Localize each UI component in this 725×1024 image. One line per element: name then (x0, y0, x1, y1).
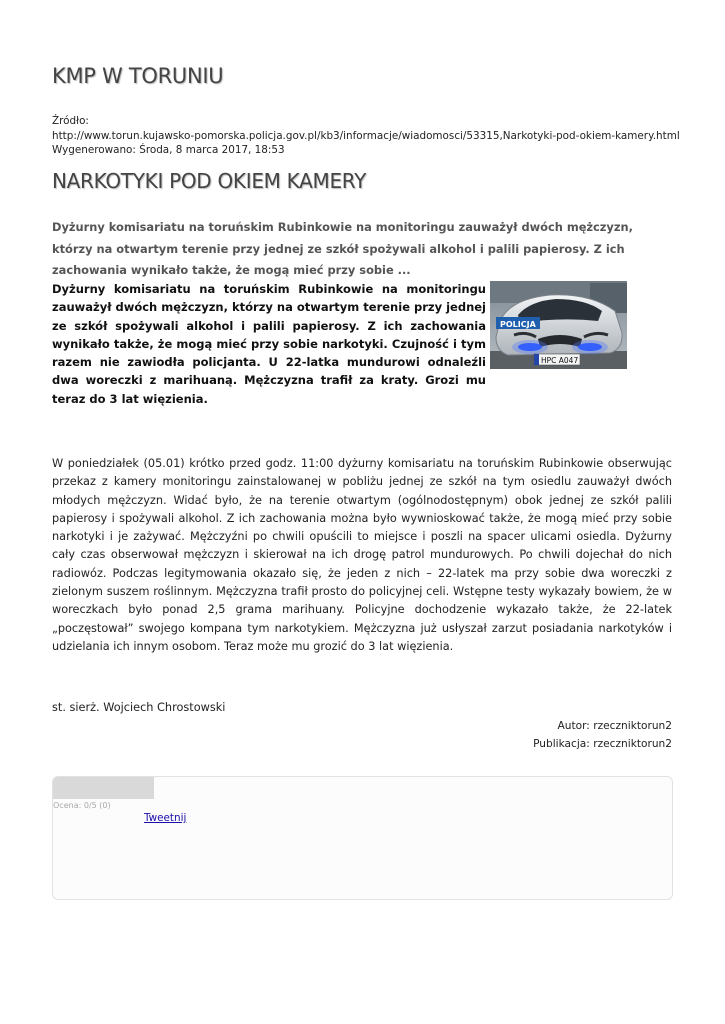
site-title: KMP W TORUNIU (52, 64, 224, 88)
police-car-photo (490, 281, 627, 369)
social-box (52, 776, 673, 900)
source-url: http://www.torun.kujawsko-pomorska.policja.gov.pl/kb3/informacje/wiadomosci/53315,Narkotyki-pod-okiem-kamery.html (52, 129, 680, 142)
article-lead: Dyżurny komisariatu na toruńskim Rubinkowie na monitoringu zauważył dwóch mężczyzn, którzy na otwartym terenie przy jednej ze szkół spożywali alkohol i palili papierosy. Z ich zachowania wynikało także, że mogą mieć przy sobie narkotyki. Czujność i tym razem nie zawiodła policjanta. U 22-latka mundurowi odnaleźli dwa woreczki z marihuaną. Mężczyzna trafił za kraty. Grozi mu teraz do 3 lat więzienia. (52, 282, 486, 406)
license-plate-text: HPC A047 (541, 356, 579, 365)
rating-text: Ocena: 0/5 (0) (53, 801, 111, 810)
rating-stars-widget[interactable] (53, 777, 154, 799)
article-title: NARKOTYKI POD OKIEM KAMERY (52, 169, 367, 193)
tweet-link[interactable]: Tweetnij (144, 812, 187, 824)
source-label: Źródło: (52, 115, 89, 127)
article-body: W poniedziałek (05.01) krótko przed godz. 11:00 dyżurny komisariatu na toruńskim Rubinkowie obserwując przekaz z kamery monitoringu zainstalowanej w pobliżu jednej ze szkół na tym osiedlu zauważył dwóch młodych mężczyzn. Widać było, że na terenie otwartym (ogólnodostępnym) obok jednej ze szkół palili papierosy i spożywali alkohol. Z ich zachowania można było wywnioskować także, że mogą mieć przy sobie narkotyki i je zażywać. Mężczyźni po chwili opuścili to miejsce i poszli na spacer ulicami osiedla. Dyżurny cały czas obserwował mężczyzn i skierował na ich drogę patrol mundurowych. Po chwili dojechał do nich radiowóz. Podczas legitymowania okazało się, że jeden z nich – 22-latek ma przy sobie dwa woreczki z zielonym suszem roślinnym. Mężczyzna trafił prosto do policyjnej celi. Wstępne testy wykazały bowiem, że w woreczkach było ponad 2,5 grama marihuany. Policyjne dochodzenie wykazało także, że 22-latek „poczęstował” swojego kompana tym narkotykiem. Mężczyzna już usłyszał zarzut posiadania narkotyków i udzielania ich innym osobom. Teraz może mu grozić do 3 lat więzienia. (52, 457, 672, 653)
police-car-image (490, 281, 627, 369)
generated-date: Wygenerowano: Środa, 8 marca 2017, 18:53 (52, 144, 285, 156)
article-intro: Dyżurny komisariatu na toruńskim Rubinkowie na monitoringu zauważył dwóch mężczyzn, którzy na otwartym terenie przy jednej ze szkół spożywali alkohol i palili papierosy. Z ich zachowania wynikało także, że mogą mieć przy sobie ... (52, 220, 633, 277)
article-signature: st. sierż. Wojciech Chrostowski (52, 701, 226, 714)
police-door-text: POLICJA (500, 320, 536, 329)
article-publication: Publikacja: rzeczniktorun2 (533, 738, 672, 750)
source-meta (52, 114, 680, 158)
article-author: Autor: rzeczniktorun2 (557, 720, 672, 732)
